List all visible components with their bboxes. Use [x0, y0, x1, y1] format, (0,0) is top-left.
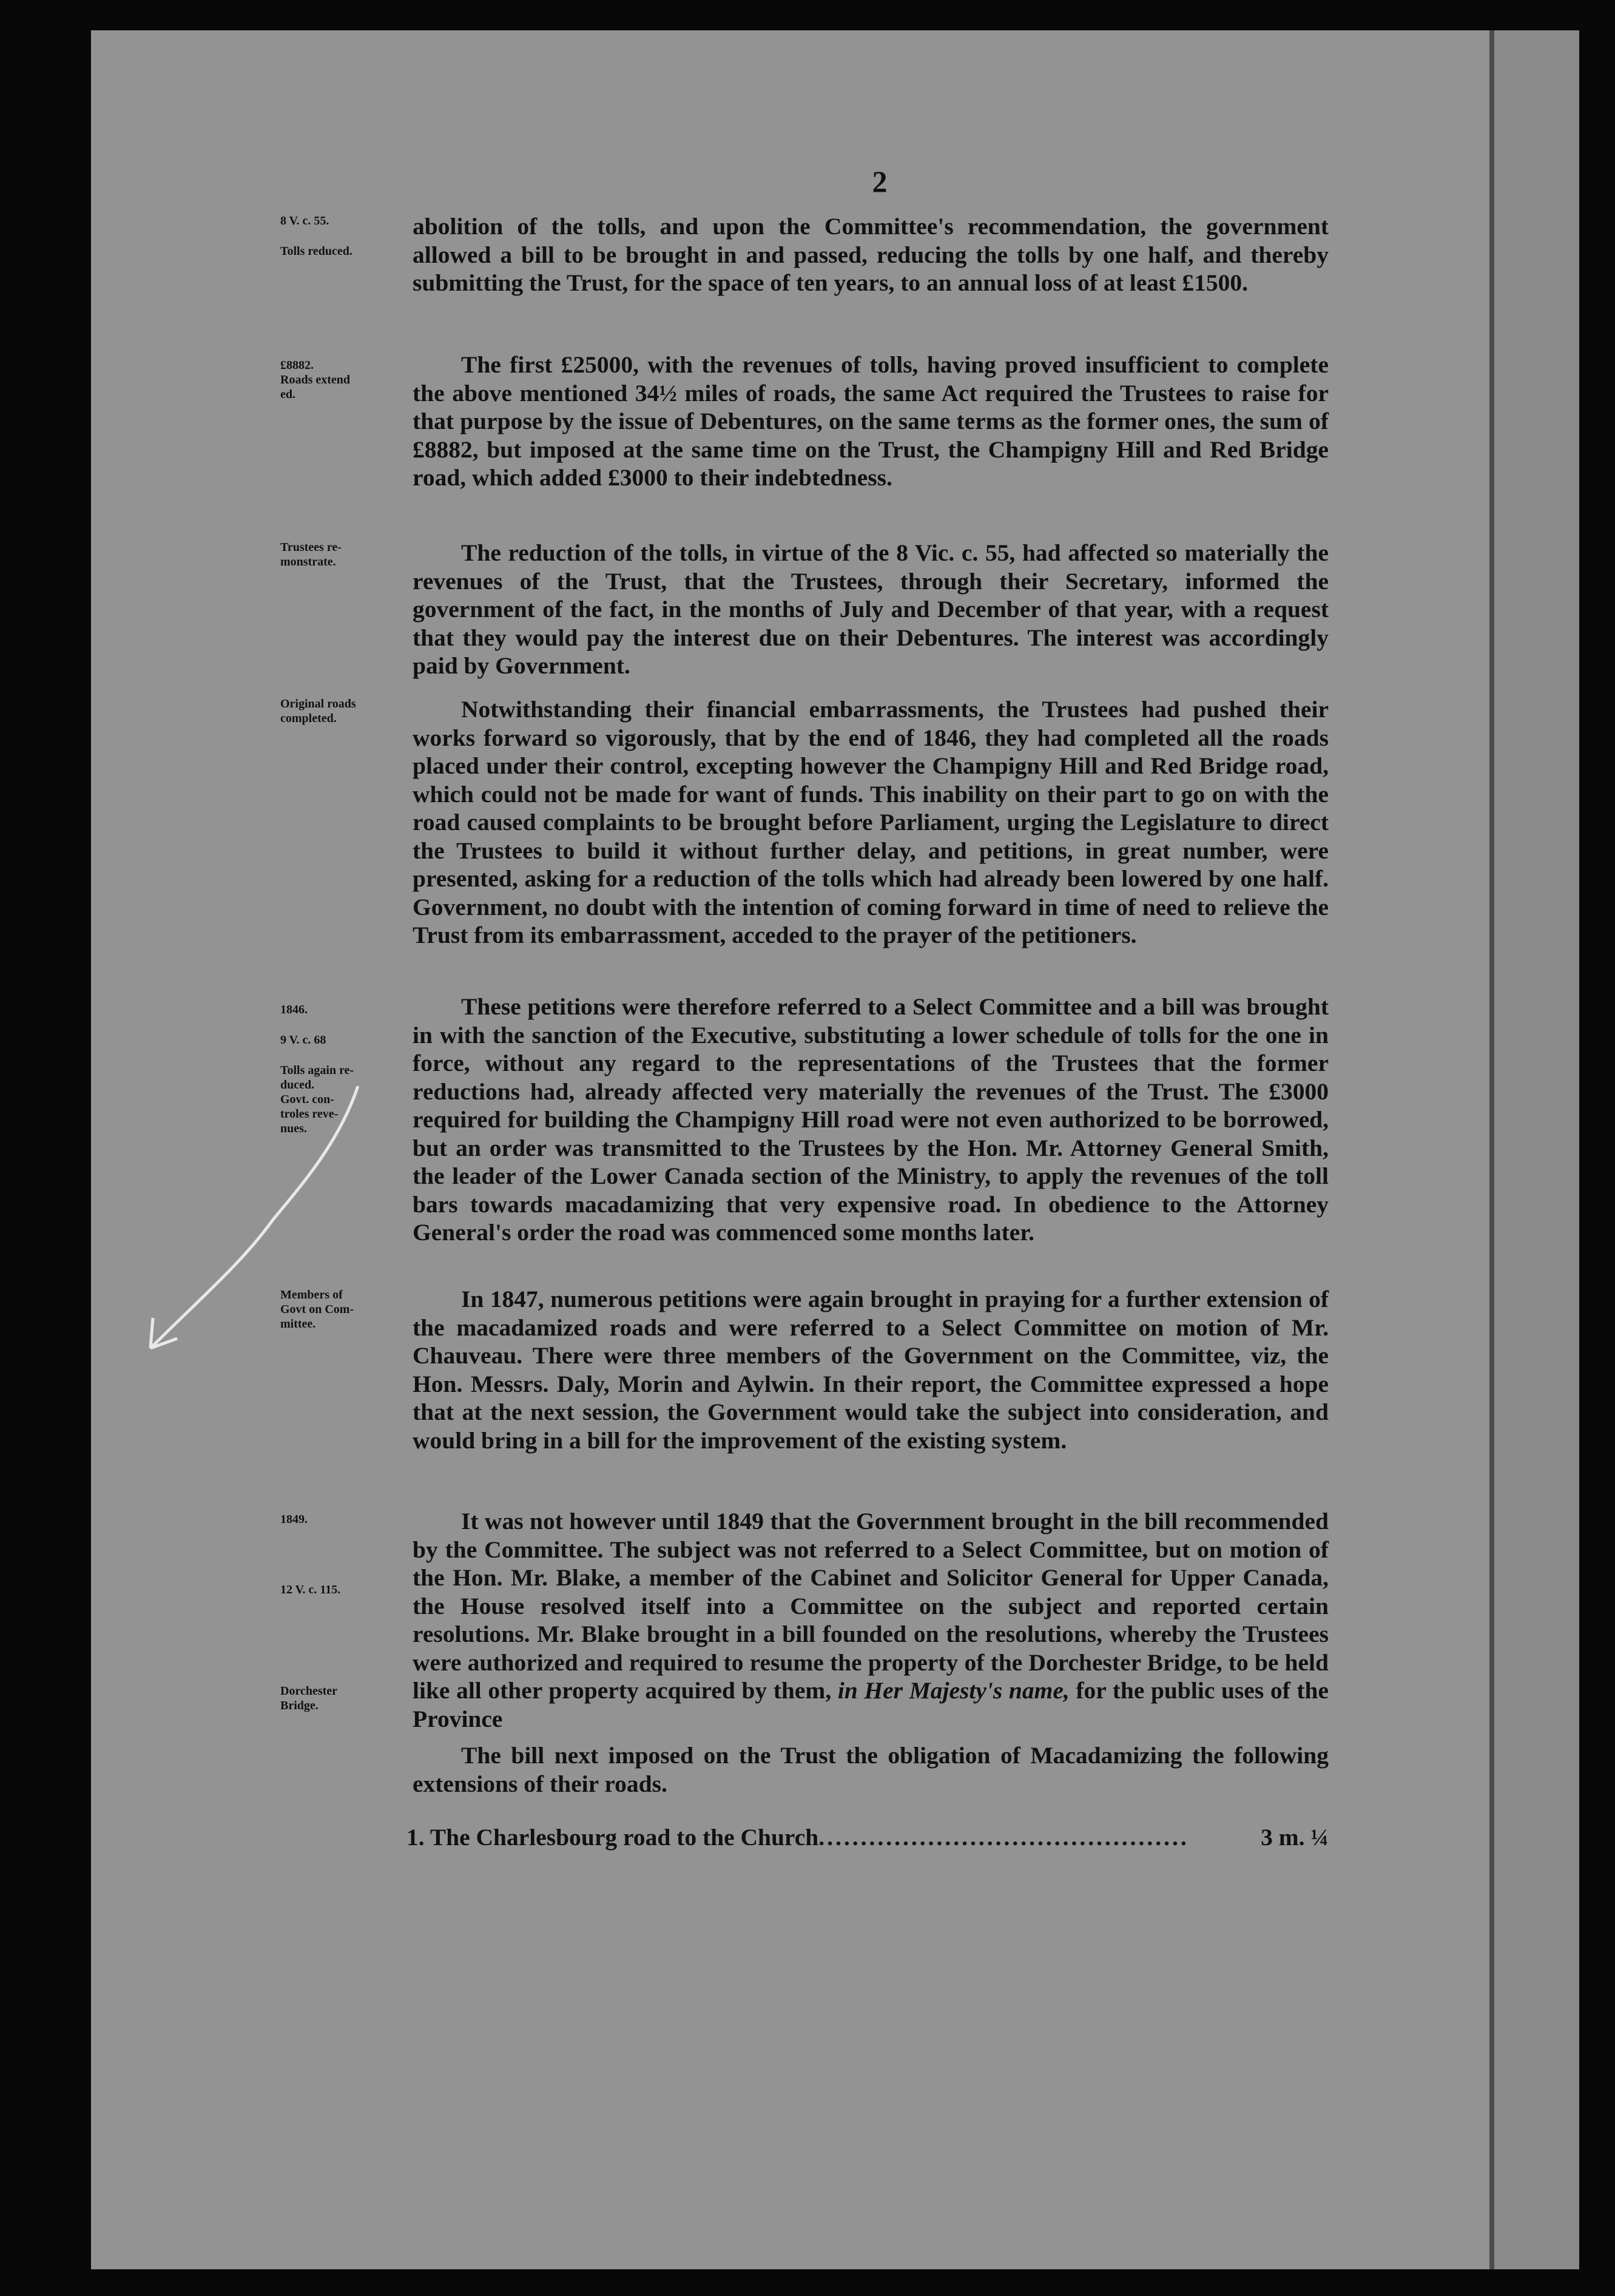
margin-note-line: Trustees re- — [280, 541, 342, 554]
margin-note-line: Bridge. — [280, 1699, 319, 1712]
margin-note-line: Roads extend — [280, 373, 351, 387]
margin-note-line: Dorchester — [280, 1684, 338, 1698]
page-number: 2 — [872, 164, 888, 198]
margin-note-line: Original roads — [280, 697, 356, 711]
margin-note-line: troles reve- — [280, 1107, 339, 1121]
margin-note-line: mittee. — [280, 1317, 316, 1331]
paragraph-1846-petitions: These petitions were therefore referred to a Select Committee and a bill was brought in with the sanction of the Executive, substituting a lower schedule of tolls for the one in force, without any regard to the representations of the Trustees that the former reductions had, already affected very materially the revenues of the Trust. The £3000 required for building the Champigny Hill road were not even authorized to be borrowed, but an order was transmitted to the Trustees by the Hon. Mr. Attorney General Smith, the leader of the Lower Canada section of the Ministry, to apply the revenues of the toll bars towards macadamizing that very expensive road. In obedience to the Attorney General's order the road was commenced some months later. — [413, 993, 1329, 1246]
paragraph-abolition-of-tolls: abolition of the tolls, and upon the Committee's recommendation, the government allowed a bill to be brought in and passed, reducing the tolls by one half, and thereby submitting the Trust, for the space of ten years, to an annual loss of at least £1500. — [413, 213, 1329, 296]
margin-note-line: 1846. — [280, 1003, 308, 1016]
margin-note-line: 9 V. c. 68 — [280, 1033, 326, 1047]
margin-note-line: Members of — [280, 1288, 343, 1302]
list-item-value: 3 m. ¼ — [1261, 1824, 1329, 1851]
list-item-label: 1. The Charlesbourg road to the Church — [406, 1824, 819, 1851]
margin-note-line: monstrate. — [280, 555, 336, 569]
margin-note-line: 12 V. c. 115. — [280, 1583, 341, 1596]
margin-note-line: Govt on Com- — [280, 1303, 354, 1316]
dot-leader: ............................................ — [818, 1824, 1189, 1851]
margin-note-line: Tolls reduced. — [280, 245, 352, 258]
margin-note-line: completed. — [280, 712, 337, 725]
paragraph-debentures: The first £25000, with the revenues of tolls, having proved insufficient to complete the above mentioned 34½ miles of roads, the same Act required the Trustees to raise for that purpose by the issue of Debentures, on the same terms as the former ones, the sum of £8882, but imposed at the same time on the Trust, the Champigny Hill and Red Bridge road, which added £3000 to their indebtedness. — [413, 351, 1329, 491]
margin-note-line: Govt. con- — [280, 1093, 334, 1106]
emphasis-her-majestys-name: in Her Majesty's name, — [837, 1677, 1070, 1704]
margin-note-line: 1849. — [280, 1513, 308, 1526]
paragraph-1847-petitions: In 1847, numerous petitions were again brought in praying for a further extension of the macadamized roads and were referred to a Select Committee on motion of Mr. Chauveau. There were three members of the Government on the Committee, viz, the Hon. Messrs. Daly, Morin and Aylwin. In their report, the Committee expressed a hope that at the next session, the Government would take the subject into consideration, and would bring in a bill for the improvement of the existing system. — [413, 1286, 1329, 1454]
margin-note-line: nues. — [280, 1122, 307, 1135]
margin-note-line: duced. — [280, 1078, 315, 1092]
paragraph-1849-bill-text: It was not however until 1849 that the Government brought in the bill recommended by the Committee. The subject was not referred to a Select Committee, but on motion of the Hon. Mr. Blake, a member of the Cabinet and Solicitor General for Upper Canada, the House resolved itself into a Committee on the subject and reported certain resolutions. Mr. Blake brought in a bill founded on the resolutions, whereby the Trustees were authorized and required to resume the property of the Dorchester Bridge, to be held like all other property acquired by them, — [413, 1508, 1329, 1704]
paragraph-road-extensions: The bill next imposed on the Trust the obligation of Macadamizing the following extensions of their roads. — [413, 1742, 1329, 1797]
margin-note-line: 8 V. c. 55. — [280, 214, 329, 228]
paragraph-1849-bill-tail: for the public uses of the Province — [413, 1677, 1329, 1732]
margin-note-line: £8882. — [280, 359, 314, 372]
paragraph-trustees-remonstrate: The reduction of the tolls, in virtue of the 8 Vic. c. 55, had affected so materially the revenues of the Trust, that the Trustees, through their Secretary, informed the government of the fact, in the months of July and December of that year, with a request that they would pay the interest due on their Debentures. The interest was accordingly paid by Government. — [413, 539, 1329, 679]
margin-note-line: ed. — [280, 388, 295, 401]
margin-note-line: Tolls again re- — [280, 1064, 354, 1077]
paragraph-original-roads-completed: Notwithstanding their financial embarrassments, the Trustees had pushed their works forward so vigorously, that by the end of 1846, they had completed all the roads placed under their control, excepting however the Champigny Hill and Red Bridge road, which could not be made for want of funds. This inability on their part to go on with the road caused complaints to be brought before Parliament, urging the Legislature to direct the Trustees to build it without further delay, and petitions, in great number, were presented, asking for a reduction of the tolls which had already been lowered by one half. Government, no doubt with the intention of coming forward in time of need to relieve the Trust from its embarrassment, acceded to the prayer of the petitioners. — [413, 696, 1329, 948]
